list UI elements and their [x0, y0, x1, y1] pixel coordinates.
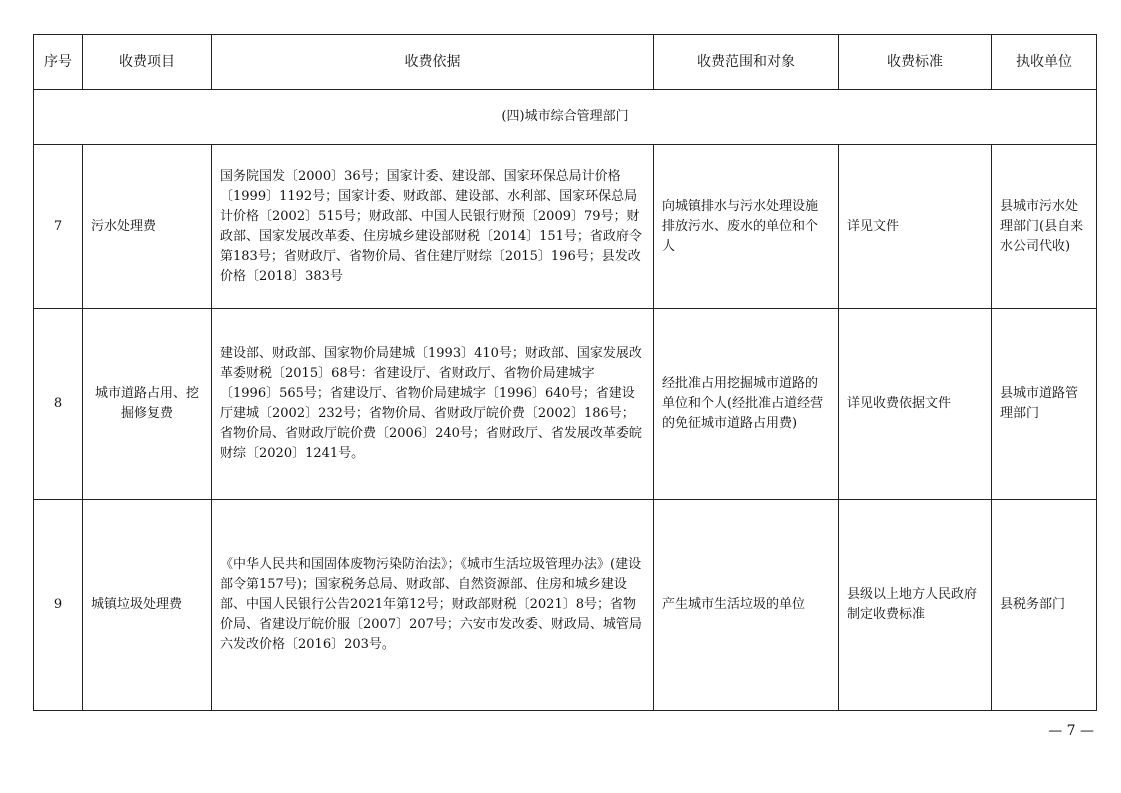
section-row: [34, 90, 1097, 145]
row-seq: 9: [34, 500, 83, 711]
table-row: [34, 309, 1097, 500]
row-unit: 县城市污水处理部门(县自来水公司代收): [992, 145, 1097, 309]
row-unit: 县税务部门: [992, 500, 1097, 711]
header-unit: 执收单位: [992, 35, 1097, 90]
row-scope: 经批准占用挖掘城市道路的单位和个人(经批准占道经营的免征城市道路占用费): [654, 309, 839, 500]
row-basis: 《中华人民共和国固体废物污染防治法》；《城市生活垃圾管理办法》(建设部令第157号)；国家税务总局、财政部、自然资源部、住房和城乡建设部、中国人民银行公告2021年第12号；财政部财税〔2021〕8号；省物价局、省建设厅皖价服〔2007〕207号；六安市发改委、财政局、城管局六发改价格〔2016〕203号。: [212, 500, 654, 711]
header-scope: 收费范围和对象: [654, 35, 839, 90]
row-scope: 向城镇排水与污水处理设施排放污水、废水的单位和个人: [654, 145, 839, 309]
row-standard: 详见文件: [839, 145, 992, 309]
fee-table: [33, 34, 1097, 711]
row-item: 城市道路占用、挖掘修复费: [83, 309, 212, 500]
header-standard: 收费标准: [839, 35, 992, 90]
table-row: [34, 500, 1097, 711]
section-title: (四)城市综合管理部门: [34, 90, 1097, 145]
row-item: 城镇垃圾处理费: [83, 500, 212, 711]
row-standard: 县级以上地方人民政府制定收费标准: [839, 500, 992, 711]
row-unit: 县城市道路管理部门: [992, 309, 1097, 500]
row-seq: 7: [34, 145, 83, 309]
header-item: 收费项目: [83, 35, 212, 90]
row-standard: 详见收费依据文件: [839, 309, 992, 500]
header-basis: 收费依据: [212, 35, 654, 90]
table-header-row: [34, 35, 1097, 90]
table-row: [34, 145, 1097, 309]
row-scope: 产生城市生活垃圾的单位: [654, 500, 839, 711]
row-basis: 建设部、财政部、国家物价局建城〔1993〕410号；财政部、国家发展改革委财税〔2015〕68号：省建设厅、省财政厅、省物价局建城字〔1996〕565号；省建设厅、省物价局建城字〔1996〕640号；省建设厅建城〔2002〕232号；省物价局、省财政厅皖价费〔2002〕186号；省物价局、省财政厅皖价费〔2006〕240号；省财政厅、省发展改革委皖财综〔2020〕1241号。: [212, 309, 654, 500]
row-basis: 国务院国发〔2000〕36号；国家计委、建设部、国家环保总局计价格〔1999〕1192号；国家计委、财政部、建设部、水利部、国家环保总局计价格〔2002〕515号；财政部、中国人民银行财预〔2009〕79号；财政部、国家发展改革委、住房城乡建设部财税〔2014〕151号；省政府令第183号；省财政厅、省物价局、省住建厅财综〔2015〕196号；县发改价格〔2018〕383号: [212, 145, 654, 309]
page-number: — 7 —: [1048, 723, 1094, 739]
row-item: 污水处理费: [83, 145, 212, 309]
header-seq: 序号: [34, 35, 83, 90]
row-seq: 8: [34, 309, 83, 500]
